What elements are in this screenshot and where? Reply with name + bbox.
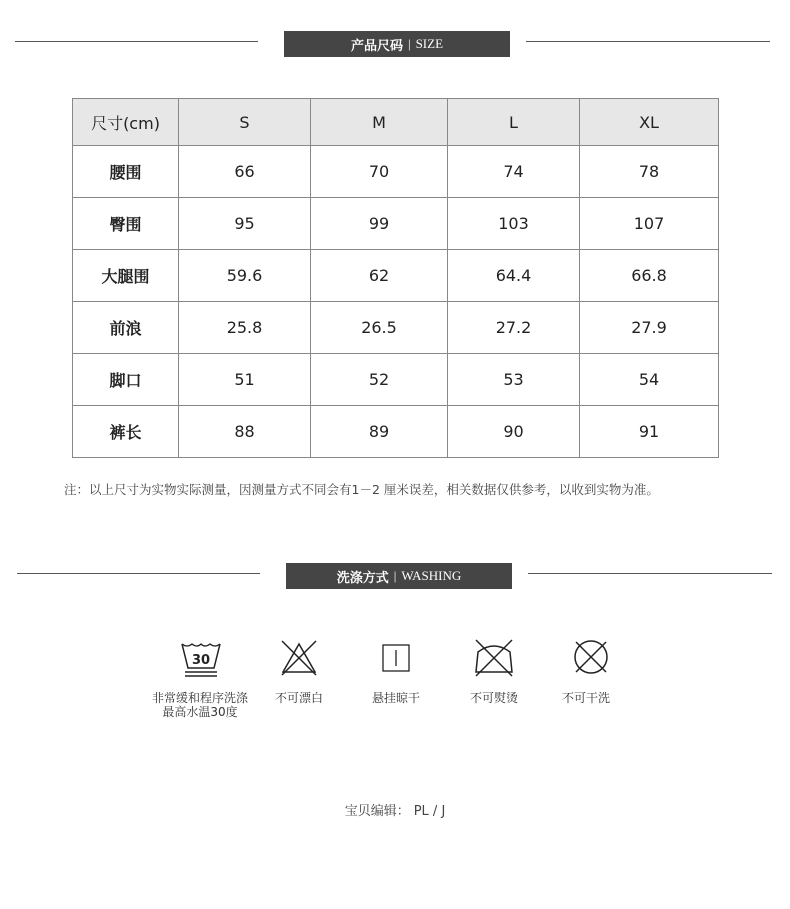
table-cell: 64.4 [448,250,580,302]
table-cell: 52 [311,354,448,406]
size-divider-right [526,41,770,42]
size-title-separator: | [407,36,411,51]
table-cell: 66.8 [580,250,719,302]
table-cell: 27.9 [580,302,719,354]
washing-title-separator: | [393,568,397,583]
row-label-front-rise: 前浪 [73,302,179,354]
row-label-hip: 臀围 [73,198,179,250]
row-label-leg-opening: 脚口 [73,354,179,406]
table-row [73,250,719,302]
header-size-m: M [311,99,448,146]
no-bleach-icon [279,638,319,678]
care-label-no-bleach: 不可漂白 [274,691,323,705]
table-cell: 78 [580,146,719,198]
table-cell: 26.5 [311,302,448,354]
washing-section-banner [286,563,512,589]
care-label-no-dry-clean: 不可干洗 [561,691,610,705]
wash-temperature-number: 30 [191,653,211,668]
table-cell: 103 [448,198,580,250]
table-cell: 54 [580,354,719,406]
size-table-header-row [73,99,719,146]
size-table [72,98,719,458]
table-cell: 53 [448,354,580,406]
table-row [73,198,719,250]
care-label-gentle-wash-line2: 最高水温30度 [162,705,238,719]
care-label-no-iron: 不可熨烫 [469,691,518,705]
table-cell: 99 [311,198,448,250]
table-cell: 66 [179,146,311,198]
table-cell: 90 [448,406,580,458]
table-cell: 51 [179,354,311,406]
measurement-note: 注：以上尺寸为实物实际测量，因测量方式不同会有1－2 厘米误差，相关数据仅供参考，以收到实物为准。 [64,482,659,497]
size-title-en: SIZE [415,36,444,51]
table-row [73,406,719,458]
table-cell: 25.8 [179,302,311,354]
editor-name: PL / J [413,804,446,819]
care-label-hang-dry: 悬挂晾干 [371,691,420,705]
table-cell: 62 [311,250,448,302]
washing-divider-right [528,573,772,574]
row-label-thigh: 大腿围 [73,250,179,302]
header-size-cm: 尺寸(cm) [73,99,179,146]
row-label-waist: 腰围 [73,146,179,198]
table-cell: 27.2 [448,302,580,354]
table-cell: 74 [448,146,580,198]
header-size-xl: XL [580,99,719,146]
no-iron-icon [472,638,516,678]
editor-credit [0,800,790,819]
table-row [73,354,719,406]
care-label-gentle-wash [140,691,260,719]
washing-title-zh: 洗涤方式 [336,570,389,586]
hang-dry-icon [381,643,411,673]
table-cell: 70 [311,146,448,198]
care-label-gentle-wash-line1: 非常缓和程序洗涤 [151,691,248,705]
table-cell: 107 [580,198,719,250]
washing-title-en: WASHING [401,568,462,583]
header-size-l: L [448,99,580,146]
row-label-length: 裤长 [73,406,179,458]
editor-label: 宝贝编辑： [344,804,410,819]
washing-divider-left [17,573,260,574]
table-row [73,146,719,198]
size-section-banner [284,31,510,57]
table-cell: 88 [179,406,311,458]
wash-30-gentle-icon [179,640,223,682]
table-cell: 89 [311,406,448,458]
table-row [73,302,719,354]
table-cell: 91 [580,406,719,458]
table-cell: 59.6 [179,250,311,302]
table-cell: 95 [179,198,311,250]
size-title-zh: 产品尺码 [350,38,403,54]
header-size-s: S [179,99,311,146]
size-divider-left [15,41,258,42]
no-dry-clean-icon [572,638,610,676]
